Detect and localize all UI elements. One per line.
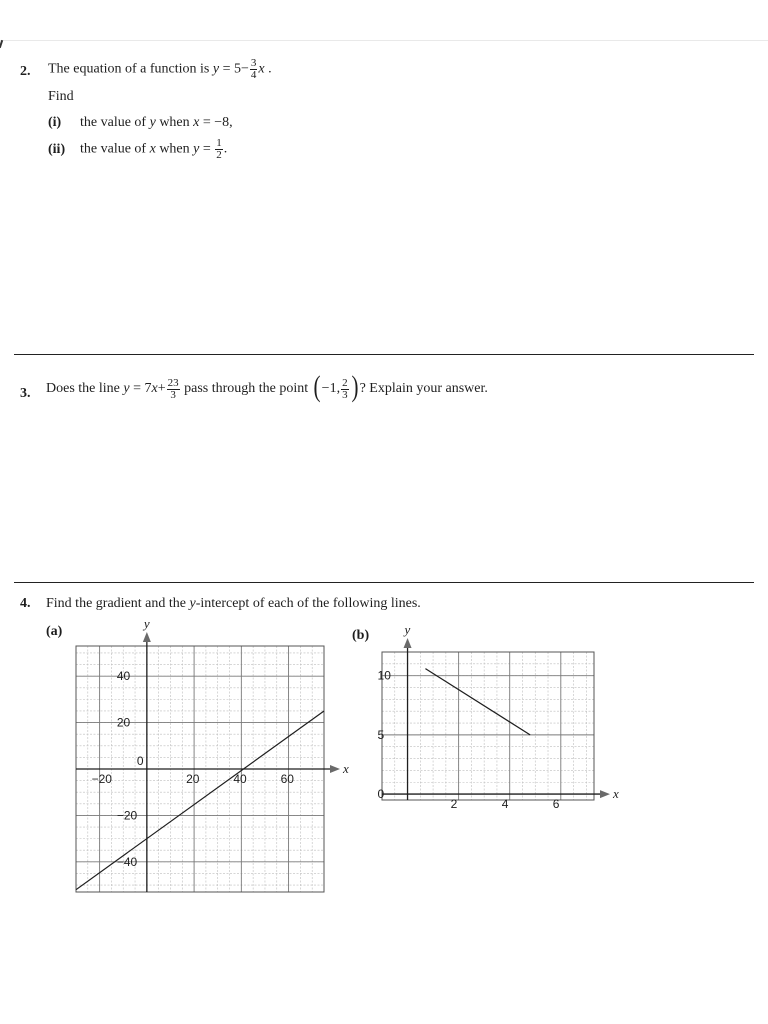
y-axis-label: y <box>404 622 411 637</box>
q2-eq-end: . <box>264 61 272 77</box>
question-3-text <box>46 370 488 403</box>
x-axis-label: x <box>613 786 619 802</box>
x-tick-label: 40 <box>233 772 247 786</box>
graph-a-label: (a) <box>46 624 63 639</box>
q4-post: -intercept of each of the following lines. <box>195 596 421 611</box>
q3-pre: Does the line <box>46 381 124 397</box>
part-ii-frac-num: 1 <box>216 137 222 149</box>
q2-var-y: y <box>212 61 220 77</box>
q3-eq: = 7 <box>129 381 152 397</box>
scan-edge <box>0 40 768 41</box>
graph-a-svg <box>60 616 350 900</box>
y-axis-arrow <box>404 638 412 648</box>
part-i-pre: the value of <box>80 115 150 130</box>
question-2-part-i <box>48 115 233 131</box>
question-4-number: 4. <box>20 596 31 611</box>
q3-frac-den: 3 <box>167 389 180 401</box>
divider-rule-1 <box>14 354 754 355</box>
q3-mid: pass through the point <box>180 381 312 397</box>
graph-a <box>60 616 350 900</box>
graph-frame <box>382 652 594 800</box>
graph-b-label: (b) <box>352 628 370 643</box>
q3-left-paren: ( <box>313 370 321 403</box>
graph-b-svg <box>370 622 619 812</box>
y-axis-label: y <box>143 616 150 631</box>
q2-eq-mid: = 5− <box>219 61 249 77</box>
x-tick-label: −20 <box>91 772 112 786</box>
series-line-a <box>76 711 324 890</box>
question-2-find: Find <box>48 89 74 104</box>
part-ii-frac-den: 2 <box>216 149 222 161</box>
question-2-number: 2. <box>20 64 31 79</box>
part-i-var: y <box>149 115 156 130</box>
y-tick-label: 0 <box>377 787 385 802</box>
q2-stem-text: The equation of a function is <box>48 61 213 77</box>
x-axis-arrow <box>330 765 340 773</box>
q3-point-frac-num: 2 <box>342 376 348 389</box>
q3-point-fraction <box>341 378 349 401</box>
q3-point-frac-den: 3 <box>342 388 348 401</box>
part-ii-mid: when <box>155 141 194 157</box>
y-tick-label: 40 <box>116 669 131 684</box>
q3-fraction <box>167 378 180 401</box>
part-ii-var2: y <box>193 141 200 157</box>
x-tick-label: 4 <box>501 797 509 812</box>
part-i-post: = −8, <box>199 115 233 130</box>
q3-post: ? Explain your answer. <box>359 381 488 397</box>
q3-var-y: y <box>123 381 130 397</box>
part-ii-end: . <box>223 141 228 157</box>
y-tick-label: 10 <box>377 668 391 683</box>
graph-b <box>370 622 619 812</box>
corner-mark <box>0 40 3 48</box>
origin-label: 0 <box>136 754 144 768</box>
part-ii-post: = <box>199 141 215 157</box>
y-tick-label: 20 <box>116 715 131 730</box>
x-axis-arrow <box>600 790 610 798</box>
q2-frac-den: 4 <box>250 69 257 81</box>
x-tick-label: 6 <box>552 797 560 812</box>
question-3-number: 3. <box>20 386 31 401</box>
part-i-var2: x <box>193 115 200 130</box>
q3-right-paren: ) <box>351 370 359 403</box>
x-tick-label: 60 <box>280 772 294 786</box>
q3-var-x: x <box>151 381 158 397</box>
q2-fraction <box>250 58 258 81</box>
part-i-label: (i) <box>48 115 62 130</box>
question-4-text <box>46 596 421 612</box>
q3-point-prefix: −1, <box>321 381 341 397</box>
series-line-b <box>425 669 530 735</box>
y-tick-label: −20 <box>116 808 138 823</box>
q4-var-y: y <box>189 596 196 611</box>
part-ii-fraction <box>215 138 223 161</box>
part-ii-var: x <box>149 141 156 157</box>
divider-rule-2 <box>14 582 754 583</box>
y-tick-label: 5 <box>377 727 385 742</box>
question-2-stem <box>48 58 272 81</box>
q2-frac-num: 3 <box>250 57 257 69</box>
x-tick-label: 20 <box>186 772 200 786</box>
x-axis-label: x <box>343 761 349 776</box>
part-i-mid: when <box>155 115 194 130</box>
q4-pre: Find the gradient and the <box>46 596 190 611</box>
y-axis-arrow <box>143 632 151 642</box>
q3-frac-num: 23 <box>167 376 179 389</box>
part-ii-label: (ii) <box>48 141 66 157</box>
part-ii-pre: the value of <box>80 141 150 157</box>
q3-plus: + <box>157 381 166 397</box>
q2-var-x: x <box>258 61 265 77</box>
question-2-part-ii <box>48 138 227 161</box>
y-tick-label: −40 <box>116 854 138 869</box>
x-tick-label: 2 <box>450 797 458 812</box>
